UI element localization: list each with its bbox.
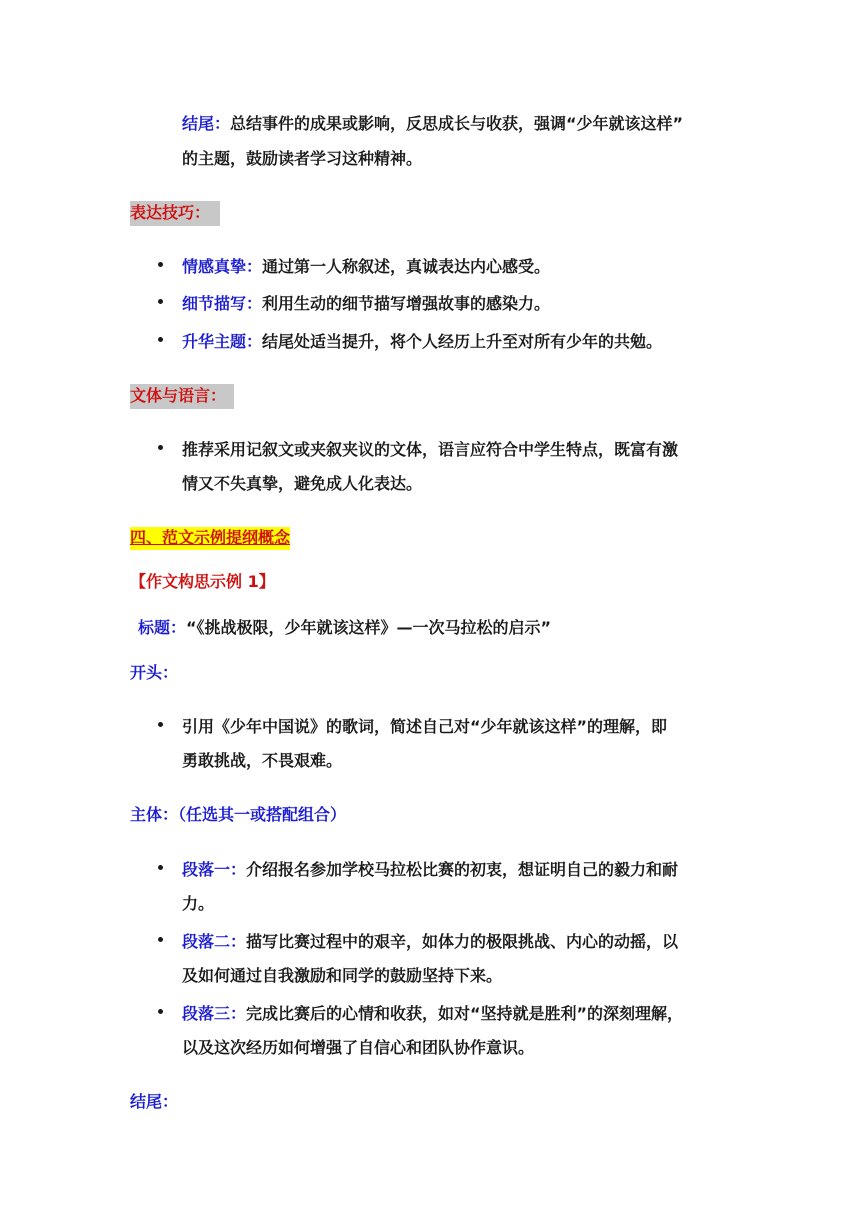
top-ending-text1: 总结事件的成果或影响，反思成长与收获，强调“少年就该这样” xyxy=(230,114,684,133)
expression-heading xyxy=(130,200,220,223)
body-label: 主体：（任选其一或搭配组合） xyxy=(130,805,347,824)
opening-line2: 勇敢挑战，不畏艰难。 xyxy=(182,751,343,770)
opening-line1: 引用《少年中国说》的歌词，简述自己对“少年就该这样”的理解，即 xyxy=(182,717,668,736)
expression-item-1-label: 情感真挚： xyxy=(182,257,263,276)
essay-title xyxy=(138,615,551,638)
bullet-icon xyxy=(158,445,163,450)
bullet-icon xyxy=(158,1009,163,1014)
expression-item-3 xyxy=(182,329,662,352)
section4-heading xyxy=(130,525,290,548)
bullet-icon xyxy=(158,865,163,870)
paragraph-3-line2: 以及这次经历如何增强了自信心和团队协作意识。 xyxy=(182,1038,535,1057)
paragraph-1-label: 段落一： xyxy=(182,860,247,879)
top-ending-line2: 的主题，鼓励读者学习这种精神。 xyxy=(182,149,423,168)
top-ending-line1 xyxy=(182,111,683,134)
style-heading xyxy=(130,383,234,406)
paragraph-1-text1: 介绍报名参加学校马拉松比赛的初衷，想证明自己的毅力和耐 xyxy=(246,860,679,879)
section4-heading-text: 四、范文示例提纲概念 xyxy=(130,527,290,550)
bullet-icon xyxy=(158,262,163,267)
essay-title-label: 标题： xyxy=(138,618,187,637)
paragraph-3-label: 段落三： xyxy=(182,1004,247,1023)
expression-item-2 xyxy=(182,291,550,314)
paragraph-1-line2: 力。 xyxy=(182,894,215,913)
style-line1: 推荐采用记叙文或夹叙夹议的文体，语言应符合中学生特点，既富有激 xyxy=(182,440,679,459)
expression-heading-text: 表达技巧： xyxy=(130,201,220,226)
bullet-icon xyxy=(158,299,163,304)
bullet-icon xyxy=(158,337,163,342)
expression-item-3-text: 结尾处适当提升，将个人经历上升至对所有少年的共勉。 xyxy=(262,332,663,351)
expression-item-1 xyxy=(182,254,550,277)
essay-title-text: “《挑战极限，少年就该这样》—一次马拉松的启示” xyxy=(186,618,552,637)
paragraph-2-label: 段落二： xyxy=(182,932,247,951)
paragraph-1-line1 xyxy=(182,857,678,880)
style-heading-text: 文体与语言： xyxy=(130,384,234,409)
style-line2: 情又不失真挚，避免成人化表达。 xyxy=(182,474,423,493)
paragraph-3-line1 xyxy=(182,1001,683,1024)
paragraph-2-line1 xyxy=(182,929,678,952)
opening-label: 开头： xyxy=(130,663,179,682)
expression-item-3-label: 升华主题： xyxy=(182,332,263,351)
paragraph-2-line2: 及如何通过自我激励和同学的鼓励坚持下来。 xyxy=(182,966,503,985)
paragraph-2-text1: 描写比赛过程中的艰辛，如体力的极限挑战、内心的动摇，以 xyxy=(246,932,679,951)
paragraph-3-text1: 完成比赛后的心情和收获，如对“坚持就是胜利”的深刻理解， xyxy=(246,1004,684,1023)
expression-item-1-text: 通过第一人称叙述，真诚表达内心感受。 xyxy=(262,257,551,276)
top-ending-label: 结尾： xyxy=(182,114,231,133)
expression-item-2-label: 细节描写： xyxy=(182,294,263,313)
ending-label: 结尾： xyxy=(130,1092,179,1111)
bullet-icon xyxy=(158,937,163,942)
example-heading: 【作文构思示例 1】 xyxy=(130,572,275,591)
bullet-icon xyxy=(158,722,163,727)
expression-item-2-text: 利用生动的细节描写增强故事的感染力。 xyxy=(262,294,551,313)
